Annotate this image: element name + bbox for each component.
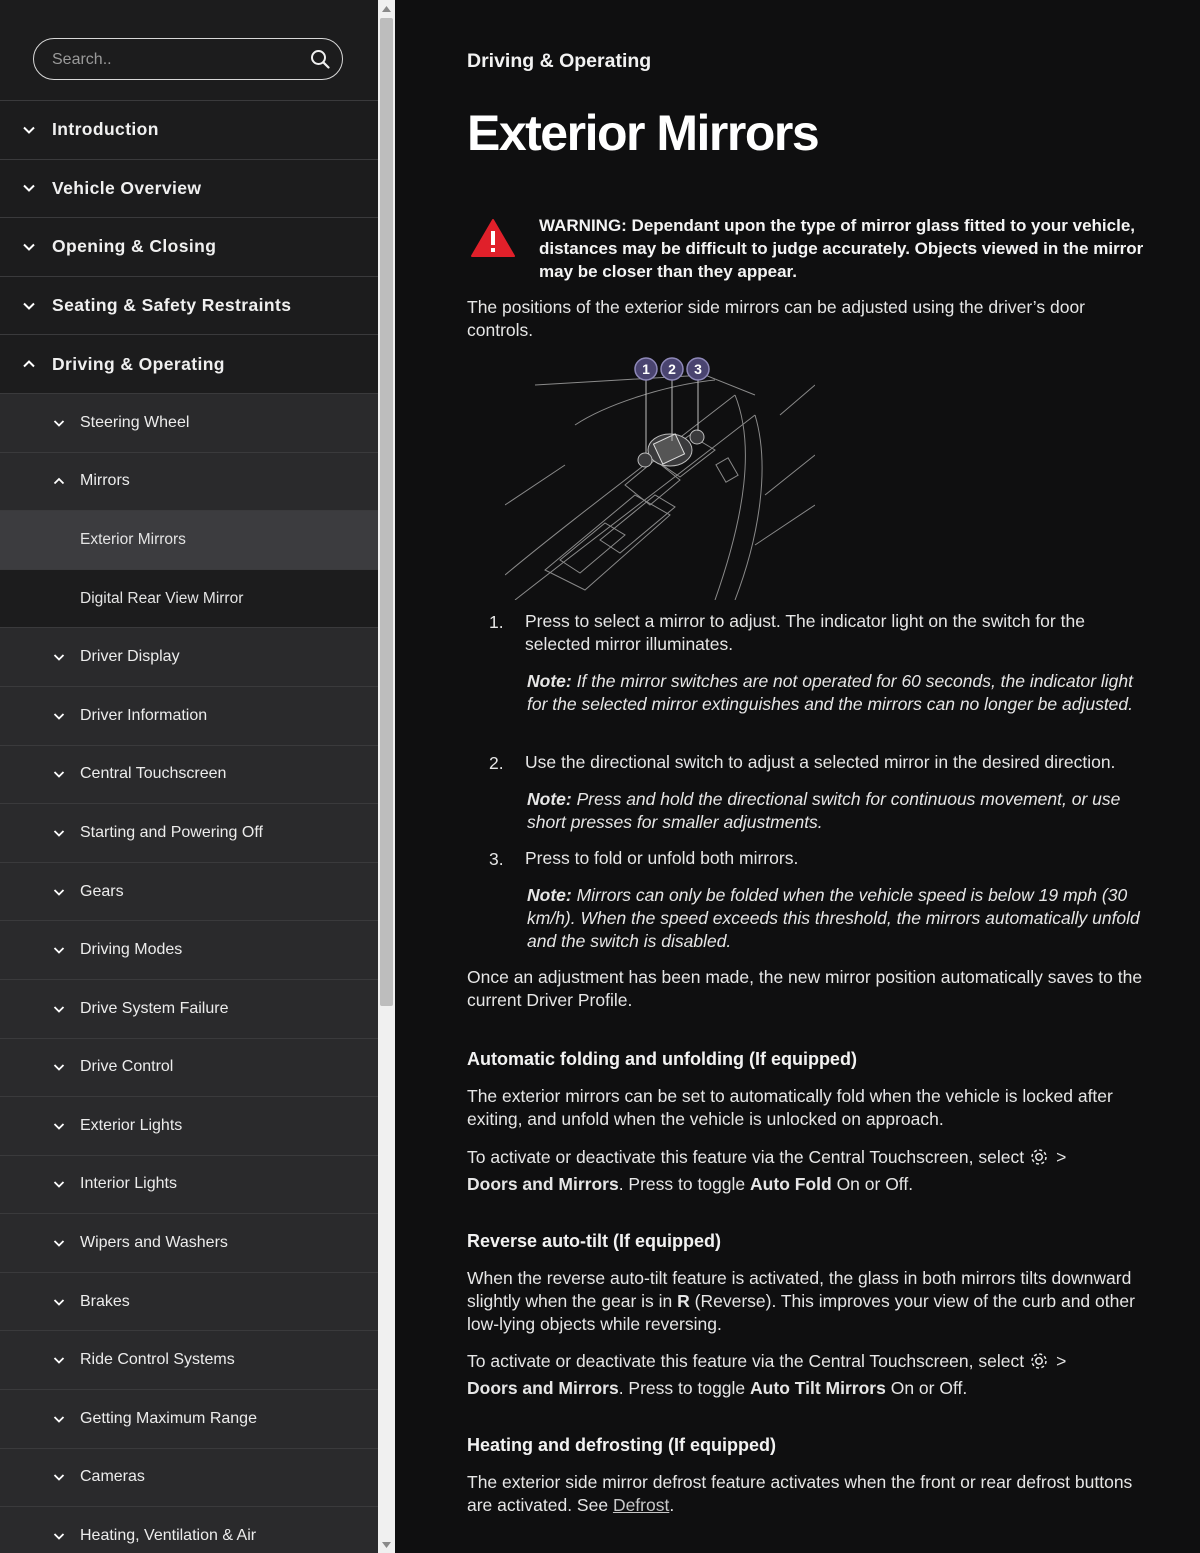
chevron-down-icon — [52, 826, 66, 840]
chevron-down-icon — [52, 1119, 66, 1133]
sidebar-subitem-label: Drive Control — [80, 1058, 174, 1076]
svg-text:2: 2 — [668, 361, 676, 377]
after-steps-text: Once an adjustment has been made, the new mirror position automatically saves to the current Driver Profile. — [467, 967, 1143, 1010]
sidebar-subitem-starting-and-powering-off[interactable] — [0, 804, 378, 863]
sidebar — [0, 0, 378, 1553]
sidebar-subitem-exterior-lights[interactable] — [0, 1097, 378, 1156]
path-separator: > — [1056, 1147, 1067, 1167]
sidebar-subitem-gears[interactable] — [0, 863, 378, 922]
page-title: Exterior Mirrors — [467, 105, 819, 161]
chevron-down-icon — [22, 181, 36, 195]
sidebar-subitem-label: Steering Wheel — [80, 413, 190, 431]
chevron-down-icon — [52, 1177, 66, 1191]
defrost-link[interactable]: Defrost — [612, 1495, 670, 1515]
chevron-down-icon — [52, 885, 66, 899]
sidebar-subitem-label: Exterior Lights — [80, 1116, 183, 1134]
sidebar-subitem-label: Driving Modes — [80, 941, 183, 959]
text-span: The exterior side mirror defrost feature activates when the front or rear defrost buttons are activated. See — [467, 1472, 1133, 1515]
search-box[interactable] — [33, 38, 343, 80]
chevron-down-icon — [52, 650, 66, 664]
text-span: On or Off. — [890, 1378, 968, 1398]
intro-text: The positions of the exterior side mirrors can be adjusted using the driver’s door controls. — [467, 297, 1086, 340]
sidebar-item-label: Introduction — [52, 119, 159, 140]
note-label: Note: — [527, 885, 572, 905]
section-heading: Heating and defrosting (If equipped) — [467, 1435, 776, 1455]
sidebar-item-label: Seating & Safety Restraints — [52, 295, 292, 316]
chevron-down-icon — [52, 1412, 66, 1426]
step-note — [527, 884, 1147, 953]
warning-icon — [471, 218, 515, 258]
sidebar-scrollbar[interactable] — [378, 0, 395, 1553]
step-number: 2. — [489, 753, 504, 773]
section-paragraph — [467, 1144, 1147, 1198]
chevron-down-icon — [52, 1470, 66, 1484]
sidebar-page-exterior-mirrors[interactable] — [0, 511, 378, 570]
callout-1 — [635, 358, 657, 380]
sidebar-subitem-label: Gears — [80, 882, 124, 900]
warning-text: WARNING: Dependant upon the type of mirror glass fitted to your vehicle, distances may be difficult to judge accurately. Objects viewed in the mirror may be closer than they appear. — [539, 216, 1144, 281]
sidebar-subitem-central-touchscreen[interactable] — [0, 746, 378, 805]
sidebar-item-label: Opening & Closing — [52, 236, 217, 257]
sidebar-subitem-label: Starting and Powering Off — [80, 823, 263, 841]
sidebar-subitem-steering-wheel[interactable] — [0, 394, 378, 453]
sidebar-item-label: Driving & Operating — [52, 353, 225, 374]
sidebar-subitem-interior-lights[interactable] — [0, 1156, 378, 1215]
section-paragraph — [467, 1348, 1147, 1402]
search-icon[interactable] — [310, 49, 330, 69]
sidebar-item-label: Vehicle Overview — [52, 177, 202, 198]
note-label: Note: — [527, 789, 572, 809]
step-text: Use the directional switch to adjust a selected mirror in the desired direction. — [525, 752, 1116, 772]
step-number: 3. — [489, 849, 504, 869]
note-text: Press and hold the directional switch for continuous movement, or use short presses for smaller adjustments. — [527, 789, 1121, 832]
main-content — [395, 0, 1200, 1553]
chevron-down-icon — [52, 1529, 66, 1543]
text-span: When the reverse auto-tilt feature is activated, the glass in both mirrors tilts downward slightly when the gear is in — [467, 1268, 1132, 1311]
step-number: 1. — [489, 612, 504, 632]
breadcrumb[interactable]: Driving & Operating — [467, 50, 652, 72]
sidebar-subitem-label: Mirrors — [80, 472, 130, 490]
sidebar-subitem-driving-modes[interactable] — [0, 921, 378, 980]
scroll-up-arrow[interactable] — [378, 0, 395, 17]
chevron-up-icon — [52, 474, 66, 488]
chevron-down-icon — [22, 299, 36, 313]
gear-icon — [1028, 1146, 1050, 1168]
text-span: To activate or deactivate this feature via the Central Touchscreen, select — [467, 1147, 1025, 1167]
sidebar-subitem-label: Driver Display — [80, 648, 180, 666]
text-span: . Press to toggle — [618, 1174, 746, 1194]
section-paragraph — [467, 1267, 1147, 1336]
sidebar-subitem-heating-ventilation-air[interactable] — [0, 1507, 378, 1553]
sidebar-subitem-label: Driver Information — [80, 706, 208, 724]
chevron-down-icon — [52, 1236, 66, 1250]
step-note — [527, 788, 1147, 834]
sidebar-subitem-wipers-and-washers[interactable] — [0, 1214, 378, 1273]
sidebar-subitem-ride-control-systems[interactable] — [0, 1331, 378, 1390]
sidebar-subitem-label: Drive System Failure — [80, 999, 229, 1017]
sidebar-subitem-label: Central Touchscreen — [80, 765, 227, 783]
sidebar-subitem-driver-information[interactable] — [0, 687, 378, 746]
scroll-down-arrow[interactable] — [378, 1536, 395, 1553]
sidebar-subitem-brakes[interactable] — [0, 1273, 378, 1332]
sidebar-item-opening-closing[interactable] — [0, 218, 378, 277]
sidebar-subitem-driver-display[interactable] — [0, 628, 378, 687]
section-paragraph — [467, 1471, 1147, 1517]
chevron-down-icon — [52, 416, 66, 430]
section-heading: Reverse auto-tilt (If equipped) — [467, 1231, 722, 1251]
gear-icon — [1028, 1350, 1050, 1372]
step-text: Press to fold or unfold both mirrors. — [525, 848, 799, 868]
sidebar-subitem-label: Cameras — [80, 1468, 145, 1486]
chevron-down-icon — [22, 123, 36, 137]
settings-path: Doors and Mirrors — [467, 1174, 619, 1194]
chevron-down-icon — [52, 709, 66, 723]
settings-path: Doors and Mirrors — [467, 1378, 619, 1398]
sidebar-subitem-label: Ride Control Systems — [80, 1351, 235, 1369]
sidebar-page-label: Digital Rear View Mirror — [80, 589, 244, 607]
text-span: On or Off. — [836, 1174, 914, 1194]
sidebar-subitem-label: Heating, Ventilation & Air — [80, 1527, 257, 1545]
text-span: (Reverse). This improves your view of the curb and other low-lying objects while reversing. — [467, 1291, 1135, 1334]
chevron-down-icon — [52, 1353, 66, 1367]
sidebar-item-driving-operating[interactable] — [0, 335, 378, 394]
chevron-down-icon — [52, 1002, 66, 1016]
chevron-down-icon — [52, 767, 66, 781]
scrollbar-thumb[interactable] — [380, 18, 393, 1006]
sidebar-subitem-getting-maximum-range[interactable] — [0, 1390, 378, 1449]
sidebar-subitem-label: Brakes — [80, 1292, 130, 1310]
sidebar-page-digital-rear-view-mirror[interactable] — [0, 570, 378, 629]
chevron-down-icon — [52, 943, 66, 957]
step-note — [527, 670, 1147, 716]
sidebar-item-vehicle-overview[interactable] — [0, 160, 378, 219]
section-paragraph: The exterior mirrors can be set to automatically fold when the vehicle is locked after exiting, and unfold when the vehicle is unlocked on approach. — [467, 1086, 1113, 1129]
gear-letter: R — [677, 1291, 690, 1311]
search-input[interactable] — [50, 47, 294, 73]
sidebar-subitem-drive-control[interactable] — [0, 1039, 378, 1098]
sidebar-item-introduction[interactable] — [0, 101, 378, 160]
toggle-name: Auto Tilt Mirrors — [750, 1378, 886, 1398]
sidebar-subitem-label: Getting Maximum Range — [80, 1409, 257, 1427]
chevron-down-icon — [52, 1295, 66, 1309]
search-area — [0, 0, 378, 101]
callout-3 — [687, 358, 709, 380]
toggle-name: Auto Fold — [750, 1174, 832, 1194]
note-text: Mirrors can only be folded when the vehicle speed is below 19 mph (30 km/h). When the speed exceeds this threshold, the mirrors automatically unfold and the switch is disabled. — [527, 885, 1140, 951]
step-text: Press to select a mirror to adjust. The indicator light on the switch for the selected mirror illuminates. — [525, 611, 1085, 654]
text-span: To activate or deactivate this feature via the Central Touchscreen, select — [467, 1351, 1025, 1371]
door-control-illustration — [505, 355, 815, 600]
text-span: . Press to toggle — [618, 1378, 746, 1398]
note-text: If the mirror switches are not operated for 60 seconds, the indicator light for the selected mirror extinguishes and the mirrors can no longer be adjusted. — [527, 671, 1134, 714]
chevron-up-icon — [22, 357, 36, 371]
svg-text:3: 3 — [694, 361, 702, 377]
chevron-down-icon — [52, 1060, 66, 1074]
path-separator: > — [1056, 1351, 1067, 1371]
sidebar-item-seating-safety[interactable] — [0, 277, 378, 336]
sidebar-page-label: Exterior Mirrors — [80, 530, 186, 548]
svg-text:1: 1 — [642, 361, 650, 377]
sidebar-subitem-label: Wipers and Washers — [80, 1234, 228, 1252]
sidebar-subitem-drive-system-failure[interactable] — [0, 980, 378, 1039]
chevron-down-icon — [22, 240, 36, 254]
sidebar-subitem-mirrors[interactable] — [0, 453, 378, 512]
sidebar-subitem-label: Interior Lights — [80, 1175, 177, 1193]
text-span: . — [669, 1495, 675, 1515]
sidebar-subitem-cameras[interactable] — [0, 1449, 378, 1508]
note-label: Note: — [527, 671, 572, 691]
callout-2 — [661, 358, 683, 380]
section-heading: Automatic folding and unfolding (If equipped) — [467, 1049, 857, 1069]
